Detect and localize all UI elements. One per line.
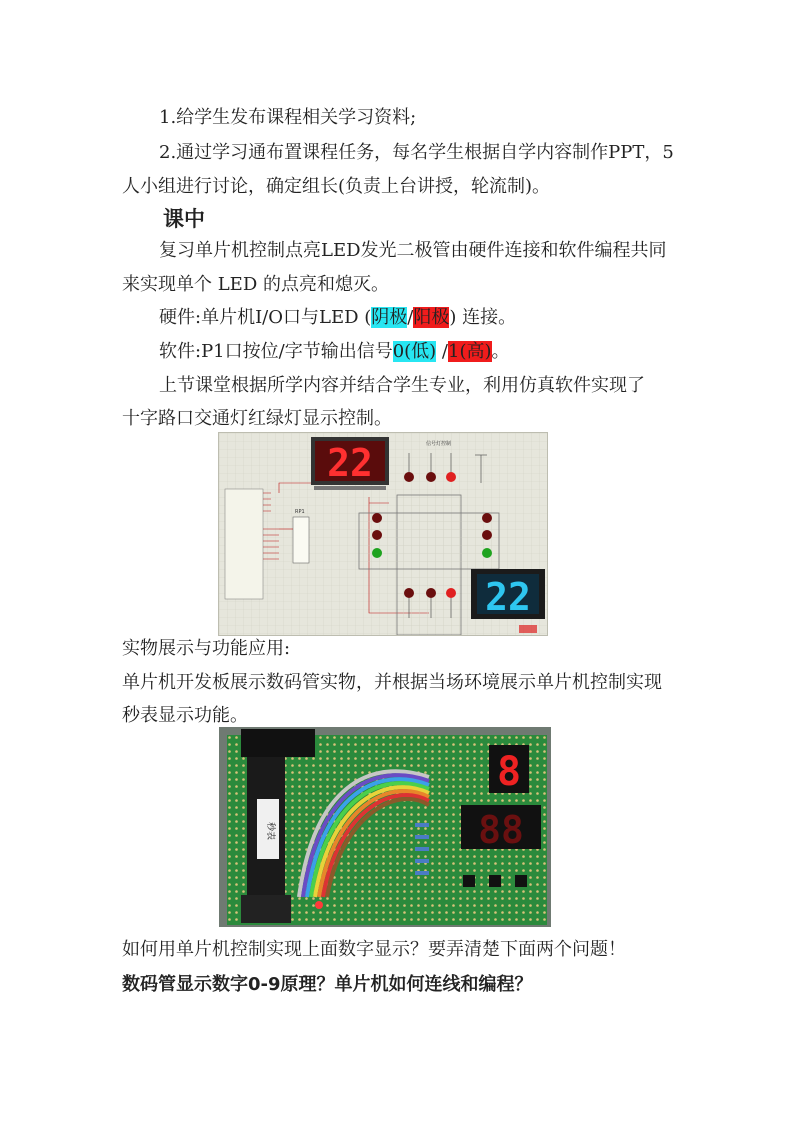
high-signal-highlight: 1(高) [448, 341, 492, 362]
svg-text:秒表: 秒表 [265, 821, 275, 841]
dev-board-photo [219, 727, 551, 927]
chip-label: RP1 [295, 509, 305, 515]
paragraph-7: 如何用单片机控制实现上面数字显示？要弄清楚下面两个问题！ [122, 939, 626, 960]
paragraph-3-line-2: 来实现单个 LED 的点亮和熄灭。 [122, 274, 389, 295]
paragraph-6-line-2: 秒表显示功能。 [122, 705, 248, 726]
simulation-drawing [219, 433, 547, 635]
paragraph-2-line-1: 2.通过学习通布置课程任务，每名学生根据自学内容制作PPT，5 [159, 142, 674, 163]
low-signal-highlight: 0(低) [392, 341, 437, 362]
hardware-line [159, 305, 516, 331]
single-digit-value: 8 [496, 749, 522, 795]
paragraph-4-line-2: 十字路口交通灯红绿灯显示控制。 [122, 408, 392, 429]
blue-display-digits: 22 [485, 575, 531, 619]
sim-title: 信号灯控制 [426, 441, 452, 447]
traffic-light-simulation-image [218, 432, 548, 636]
paragraph-1: 1.给学生发布课程相关学习资料; [159, 107, 417, 128]
software-suffix: 。 [491, 341, 510, 362]
cathode-highlight: 阴极 [371, 307, 408, 328]
paragraph-2-line-2: 人小组进行讨论，确定组长(负责上台讲授，轮流制)。 [122, 176, 551, 197]
mcu-pins [225, 489, 263, 599]
section-heading: 课中 [163, 207, 205, 231]
software-mid: / [436, 341, 448, 362]
board-drawing [219, 727, 551, 927]
software-line [159, 339, 510, 365]
double-digit-value: 88 [478, 808, 524, 852]
hardware-suffix: ) 连接。 [449, 307, 517, 328]
paragraph-6-line-1: 单片机开发板展示数码管实物，并根据当场环境展示单片机控制实现 [122, 672, 662, 693]
software-prefix: 软件:P1口按位/字节输出信号 [159, 341, 393, 362]
paragraph-5: 实物展示与功能应用: [122, 638, 291, 659]
paragraph-3-line-1: 复习单片机控制点亮LED发光二极管由硬件连接和软件编程共同 [159, 240, 667, 261]
red-display-digits: 22 [327, 441, 373, 485]
paragraph-4-line-1: 上节课堂根据所学内容并结合学生专业，利用仿真软件实现了 [159, 375, 645, 396]
hardware-prefix: 硬件:单片机I/O口与LED ( [159, 307, 372, 328]
anode-highlight: 阳极 [413, 307, 450, 328]
key-question: 数码管显示数字0-9原理？单片机如何连线和编程？ [122, 974, 533, 995]
hardware-slash: / [407, 307, 414, 328]
